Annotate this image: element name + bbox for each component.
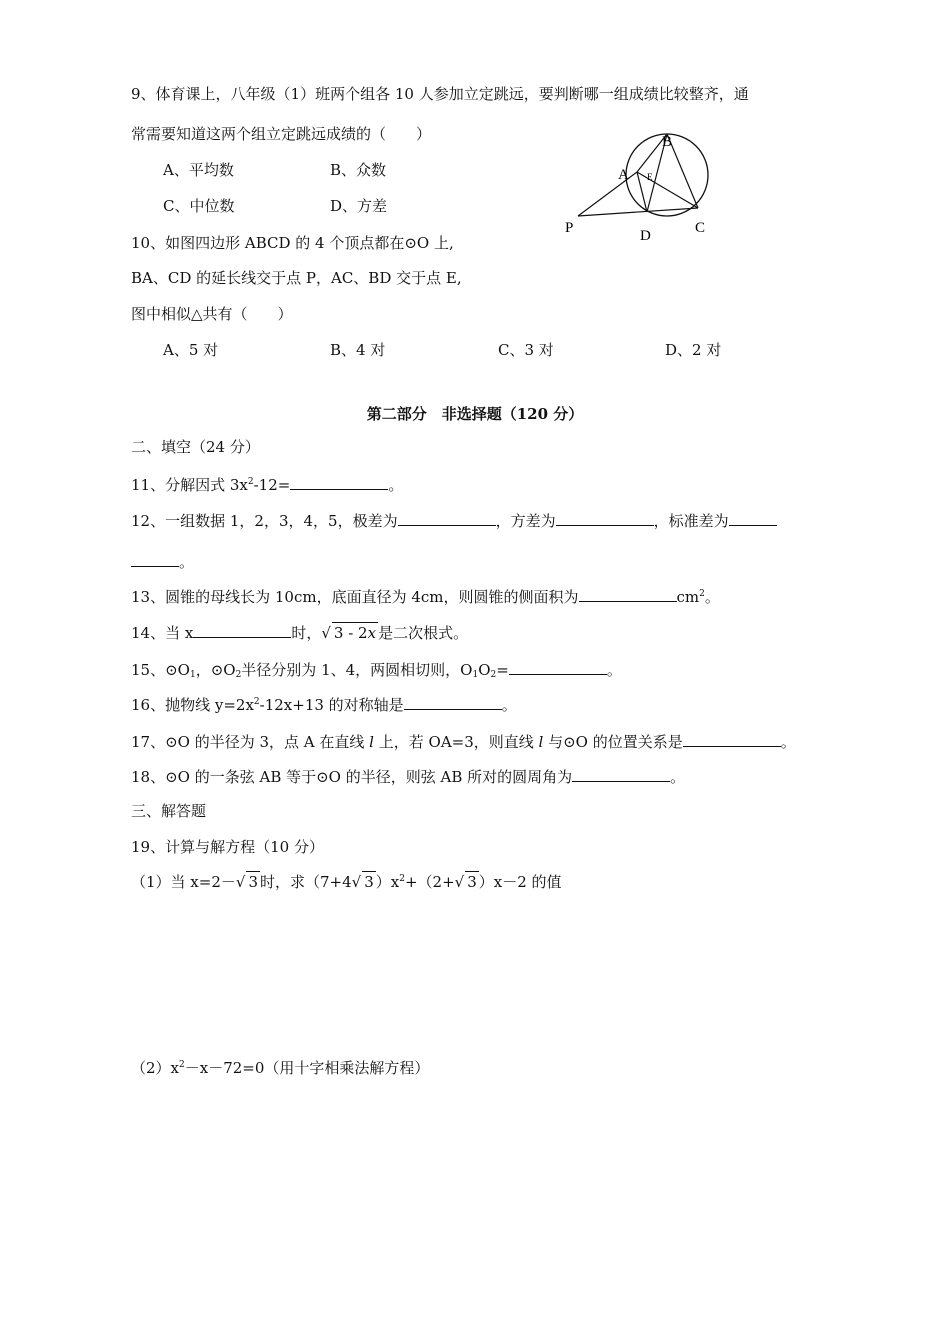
part2-title: 第二部分 非选择题（120 分）: [366, 405, 584, 423]
label-d: D: [640, 228, 651, 243]
q16-answer-blank[interactable]: [404, 693, 502, 710]
q12-continued: [131, 550, 194, 572]
q12-text: 12、一组数据 1，2，3，4，5，极差为: [131, 512, 398, 530]
q13-suffix: 。: [704, 588, 720, 606]
q15-prefix: 15、⊙O: [131, 661, 190, 679]
q19-radical-1: √: [235, 873, 246, 891]
label-a: A: [618, 167, 629, 183]
q13: [131, 585, 720, 607]
line-pc: [578, 208, 698, 216]
q15-suffix: 。: [606, 661, 622, 679]
q11-prefix: 11、分解因式 3x: [131, 476, 248, 494]
q15-sub2: 2: [235, 670, 242, 680]
q9-option-b: B、众数: [330, 161, 387, 179]
q12-stddev-blank-part2[interactable]: [131, 550, 179, 567]
label-b: B: [662, 134, 673, 150]
q14-mid: 时，: [291, 624, 322, 642]
q9-option-d: D、方差: [330, 197, 388, 215]
q10-stem-line3: 图中相似△共有（ ）: [131, 305, 293, 323]
q10-option-a: A、5 对: [163, 341, 219, 359]
q14-answer-blank[interactable]: [193, 621, 291, 638]
q18-suffix: 。: [670, 768, 686, 786]
q14-radicand-var: x: [367, 624, 377, 642]
q17-line-l2: l: [538, 733, 544, 751]
q13-sup: 2: [699, 589, 705, 599]
q18: [131, 765, 685, 787]
q12-suffix: 。: [179, 553, 195, 571]
label-c: C: [695, 220, 706, 236]
q13-prefix: 13、圆锥的母线长为 10cm，底面直径为 4cm，则圆锥的侧面积为: [131, 588, 579, 606]
q15: [131, 658, 622, 680]
q16-suffix: 。: [501, 696, 517, 714]
q19-radical-2: √: [351, 873, 362, 891]
q16: [131, 693, 517, 715]
q13-unit: cm: [676, 588, 700, 606]
section2-heading: 二、填空（24 分）: [131, 438, 260, 456]
q14-radicand-text: 3 - 2: [333, 624, 368, 642]
q10-option-d: D、2 对: [665, 341, 722, 359]
q15-mid2: 半径分别为 1、4，两圆相切则，O: [241, 661, 473, 679]
q14-suffix: 是二次根式。: [378, 624, 469, 642]
q14: [131, 621, 468, 643]
q12: [131, 509, 777, 531]
q17-mid2: 与⊙O 的位置关系是: [543, 733, 683, 751]
q16-prefix: 16、抛物线 y=2x: [131, 696, 254, 714]
q11-mid: -12=: [253, 476, 291, 494]
q16-sup: 2: [253, 697, 260, 707]
q15-answer-blank[interactable]: [509, 658, 607, 675]
q9-option-c: C、中位数: [163, 197, 235, 215]
q17-mid1: 上，若 OA=3，则直线: [373, 733, 539, 751]
q19-p1-e: ）x－2 的值: [478, 873, 562, 891]
q11-answer-blank[interactable]: [290, 473, 388, 490]
q19-radicand-3: 3: [467, 873, 477, 891]
q18-answer-blank[interactable]: [572, 765, 670, 782]
q12-range-blank[interactable]: [398, 509, 496, 526]
q14-prefix: 14、当 x: [131, 624, 194, 642]
q11-suffix: 。: [388, 476, 404, 494]
section3-heading: 三、解答题: [131, 802, 207, 820]
q19-radical-3: √: [454, 873, 465, 891]
q11: [131, 473, 403, 495]
q14-radicand: [332, 622, 378, 643]
label-e: E: [647, 172, 653, 182]
q19-part2: [131, 1058, 429, 1078]
q18-prefix: 18、⊙O 的一条弦 AB 等于⊙O 的半径，则弦 AB 所对的圆周角为: [131, 768, 573, 786]
q15-sub4: 2: [490, 670, 497, 680]
q12-variance-blank[interactable]: [556, 509, 654, 526]
q19-p1-c: ）x: [375, 873, 400, 891]
q12-stddev-blank-part1[interactable]: [729, 509, 777, 526]
q14-radical-sign: √: [321, 624, 331, 642]
q19-p2-sup: 2: [179, 1060, 185, 1070]
q19-p2-a: （2）x: [131, 1059, 180, 1077]
q17-prefix: 17、⊙O 的半径为 3，点 A 在直线: [131, 733, 370, 751]
q9-option-a: A、平均数: [163, 161, 234, 179]
q15-mid3: O: [478, 661, 491, 679]
q19-part1: [131, 871, 562, 892]
q10-option-b: B、4 对: [330, 341, 386, 359]
q9-stem-line2: 常需要知道这两个组立定跳远成绩的（ ）: [131, 125, 432, 143]
q10-stem-line2: BA、CD 的延长线交于点 P，AC、BD 交于点 E,: [131, 269, 462, 287]
q19-p1-d: +（2+: [404, 873, 455, 891]
q19-heading: 19、计算与解方程（10 分）: [131, 838, 324, 856]
q19-p1-a: （1）当 x=2－: [131, 873, 236, 891]
q16-mid: -12x+13 的对称轴是: [259, 696, 404, 714]
q17-suffix: 。: [780, 733, 796, 751]
circle-quadrilateral-figure: [555, 128, 725, 243]
q10-stem-line1: 10、如图四边形 ABCD 的 4 个顶点都在⊙O 上,: [131, 234, 454, 252]
q19-p1-b: 时，求（7+4: [260, 873, 352, 891]
q15-sub1: 1: [189, 670, 196, 680]
q19-p2-b: －x－72=0（用十字相乘法解方程）: [184, 1059, 430, 1077]
q12-mid2: ，标准差为: [653, 512, 729, 530]
q15-mid1: ，⊙O: [195, 661, 236, 679]
label-p: P: [565, 220, 574, 236]
q19-radicand-1: 3: [248, 873, 258, 891]
line-ad: [637, 172, 647, 212]
q15-sub3: 1: [472, 670, 479, 680]
q19-radicand-2: 3: [364, 873, 374, 891]
q13-answer-blank[interactable]: [579, 585, 677, 602]
q15-mid4: =: [496, 661, 509, 679]
q17-line-l1: l: [369, 733, 374, 751]
q17: [131, 730, 796, 752]
q19-p1-sup: 2: [399, 874, 405, 884]
q11-sup: 2: [247, 477, 254, 487]
q10-option-c: C、3 对: [498, 341, 554, 359]
q9-stem-line1: 9、体育课上，八年级（1）班两个组各 10 人参加立定跳远，要判断哪一组成绩比较整齐，通: [131, 85, 749, 103]
q12-mid1: ，方差为: [495, 512, 556, 530]
q17-answer-blank[interactable]: [683, 730, 781, 747]
